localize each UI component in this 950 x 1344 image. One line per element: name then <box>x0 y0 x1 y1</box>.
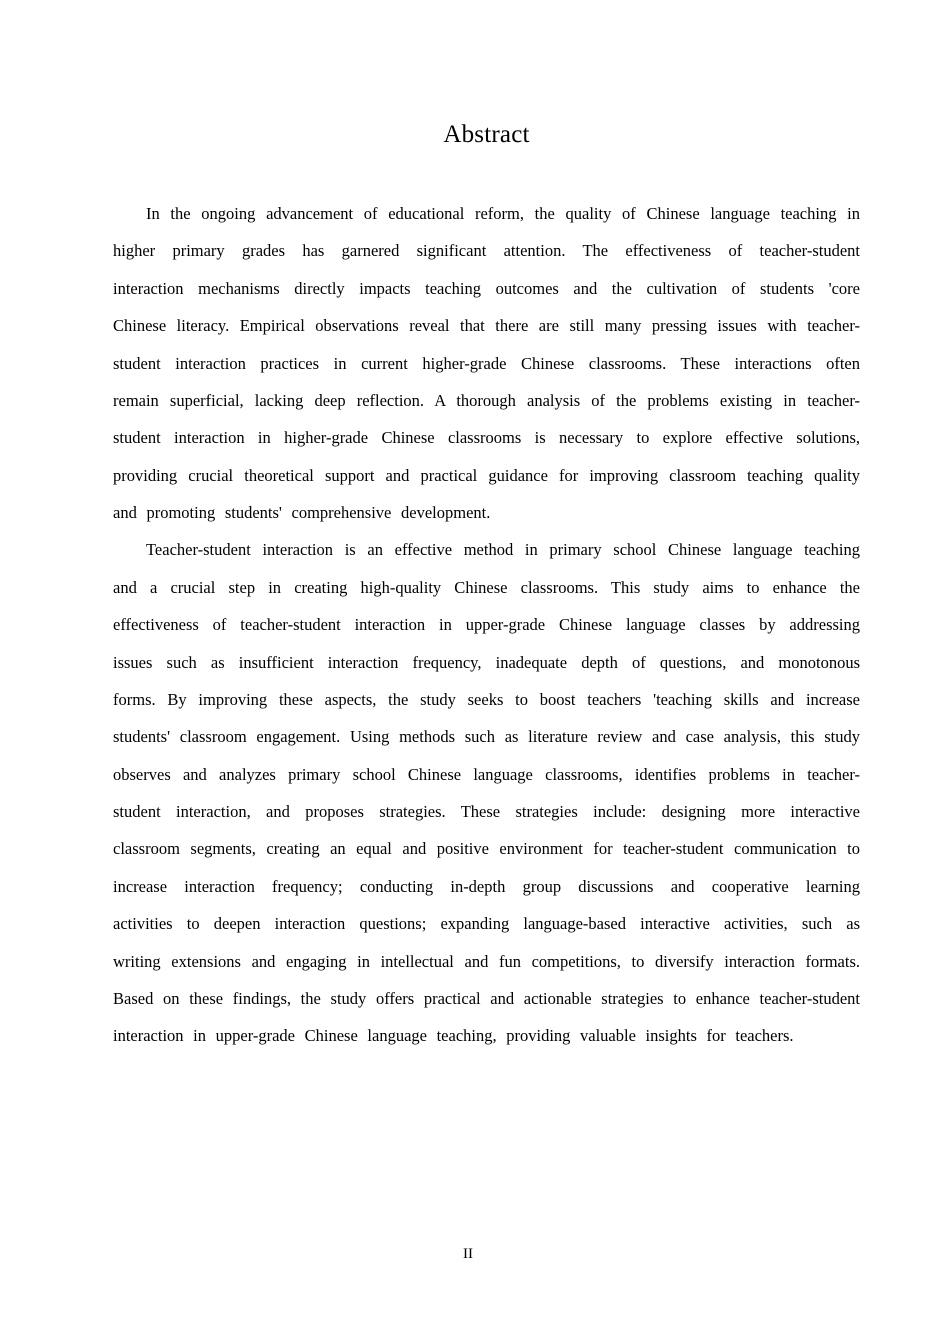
abstract-paragraph-1: In the ongoing advancement of educational reform, the quality of Chinese language teaching in higher primary grades has garnered significant attention. The effectiveness of teacher-student interaction mechanisms directly impacts teaching outcomes and the cultivation of students 'core Chinese literacy. Empirical observations reveal that there are still many pressing issues with teacher-student interaction practices in current higher-grade Chinese classrooms. These interactions often remain superficial, lacking deep reflection. A thorough analysis of the problems existing in teacher-student interaction in higher-grade Chinese classrooms is necessary to explore effective solutions, providing crucial theoretical support and practical guidance for improving classroom teaching quality and promoting students' comprehensive development. <box>113 204 860 522</box>
page-title: Abstract <box>443 121 530 148</box>
page-number: II <box>463 1246 473 1262</box>
abstract-body <box>113 195 860 1055</box>
abstract-paragraph-2: Teacher-student interaction is an effective method in primary school Chinese language teaching and a crucial step in creating high-quality Chinese classrooms. This study aims to enhance the effectiveness of teacher-student interaction in upper-grade Chinese language classes by addressing issues such as insufficient interaction frequency, inadequate depth of questions, and monotonous forms. By improving these aspects, the study seeks to boost teachers 'teaching skills and increase students' classroom engagement. Using methods such as literature review and case analysis, this study observes and analyzes primary school Chinese language classrooms, identifies problems in teacher-student interaction, and proposes strategies. These strategies include: designing more interactive classroom segments, creating an equal and positive environment for teacher-student communication to increase interaction frequency; conducting in-depth group discussions and cooperative learning activities to deepen interaction questions; expanding language-based interactive activities, such as writing extensions and engaging in intellectual and fun competitions, to diversify interaction formats. Based on these findings, the study offers practical and actionable strategies to enhance teacher-student interaction in upper-grade Chinese language teaching, providing valuable insights for teachers. <box>113 540 860 1046</box>
